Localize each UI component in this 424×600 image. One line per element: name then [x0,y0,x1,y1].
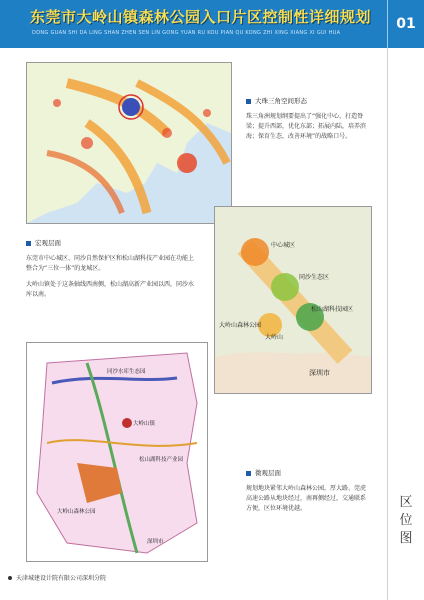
page-title: 东莞市大岭山镇森林公园入口片区控制性详细规划 [30,8,372,26]
micro-map-graphic [27,343,207,561]
map3-label-3: 松山湖科技产业园 [139,457,184,463]
macro-section [26,238,196,306]
map2-label-4: 大岭山森林公园 [219,322,262,329]
map2-label-1: 中心城区 [271,242,296,249]
footer-company: 天津城建设计院有限公司深圳分院 [16,575,107,582]
bullet-icon [246,99,251,104]
regional-map [26,62,232,224]
regional-section [246,96,368,148]
regional-heading: 大珠三角空间形态 [246,96,368,106]
micro-heading: 微观层面 [246,468,370,478]
regional-map-graphic [27,63,231,223]
page-title-pinyin: DONG GUAN SHI DA LING SHAN ZHEN SEN LIN GONG YUAN RU KOU PIAN QU KONG ZHI XING XIANG XI GUI HUA [32,30,341,36]
bullet-icon [246,471,251,476]
page-header [0,0,424,48]
map3-label-4: 大岭山森林公园 [57,509,96,515]
map3-label-2: 大岭山镇 [133,421,156,427]
map3-label-5: 深圳市 [147,539,164,545]
footer [8,573,106,582]
map3-label-1: 同沙水库生态园 [107,369,146,375]
sidebar-label: 区位图 [399,495,413,546]
micro-text: 规划地块紧邻大岭山森林公园，厚大路、莞虎高速公路从地块经过，南再侧经过，交通联系方便，区位环境优越。 [246,485,367,512]
macro-heading: 宏观层面 [26,238,196,248]
micro-map [26,342,208,562]
bullet-icon [26,241,31,246]
micro-section [246,468,370,520]
map2-label-2: 同沙生态区 [299,274,330,281]
regional-text: 珠三角洲规划纲要提出了“强化中心，打造脊梁；提升西部，优化东部；拓展内陆，培养滨海；保育生态，改善环境”的战略口号。 [246,113,367,140]
macro-map-graphic [215,207,371,393]
map2-label-5: 大岭山 [265,334,284,341]
map2-label-6: 深圳市 [309,369,330,377]
footer-bullet-icon [8,576,12,580]
macro-text-2: 大岭山镇处于这条轴线西南侧，松山湖高新产业园以西，同沙水库以南。 [26,281,195,298]
page-number: 01 [387,0,424,48]
map2-label-3: 松山湖科技园区 [311,306,354,313]
macro-text-1: 东莞市中心城区、同沙自然保护区和松山湖科技产业园在功能上整合为“三位一体”的龙城区。 [26,255,195,272]
macro-map [214,206,372,394]
